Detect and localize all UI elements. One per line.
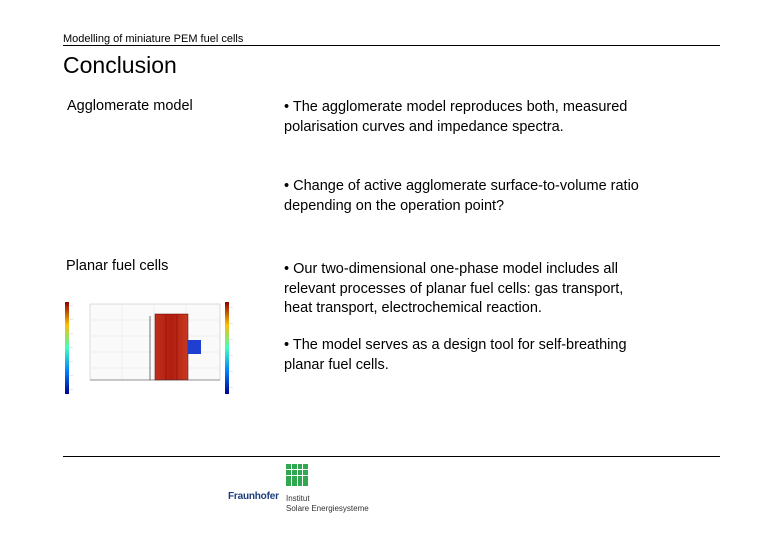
section-label-planar: Planar fuel cells: [66, 258, 169, 274]
svg-text:·: ·: [218, 393, 219, 397]
hot-region: [155, 314, 188, 380]
svg-text:—: —: [70, 359, 73, 363]
svg-text:—: —: [230, 337, 233, 341]
institute-line-2: Solare Energiesysteme: [286, 503, 369, 513]
svg-text:·: ·: [122, 393, 123, 397]
svg-text:—: —: [70, 317, 73, 321]
svg-text:—: —: [230, 369, 233, 373]
left-colorbar: [65, 302, 69, 394]
running-header: Modelling of miniature PEM fuel cells: [63, 33, 244, 45]
institute-line-1: Institut: [286, 494, 310, 503]
fraunhofer-ise-logo: [228, 464, 388, 520]
svg-text:—: —: [70, 373, 73, 377]
bullet-agglomerate-1: • The agglomerate model reproduces both, measured polarisation curves and impedance spectra.: [284, 99, 628, 135]
svg-text:—: —: [70, 303, 73, 307]
svg-text:·: ·: [106, 393, 107, 397]
svg-text:·: ·: [186, 393, 187, 397]
svg-text:—: —: [70, 387, 73, 391]
svg-text:—: —: [70, 345, 73, 349]
svg-text:·: ·: [202, 393, 203, 397]
fraunhofer-wordmark: Fraunhofer: [228, 491, 279, 502]
ise-mark-text: ISE: [348, 479, 357, 485]
svg-text:—: —: [230, 321, 233, 325]
slide-title: Conclusion: [63, 52, 177, 78]
header-divider: [63, 45, 720, 46]
svg-text:—: —: [70, 331, 73, 335]
svg-text:·: ·: [170, 393, 171, 397]
section-label-agglomerate: Agglomerate model: [67, 98, 193, 114]
cold-region: [188, 340, 201, 354]
svg-text:—: —: [230, 353, 233, 357]
bullet-planar-1: • Our two-dimensional one-phase model includes all relevant processes of planar fuel cells: gas transport, heat transport, electrochemical reaction.: [284, 261, 624, 316]
footer-divider: [63, 456, 720, 457]
svg-text:·: ·: [154, 393, 155, 397]
institute-name: [286, 494, 369, 513]
svg-text:—: —: [230, 305, 233, 309]
simulation-temperature-plot: [62, 298, 247, 400]
svg-text:·: ·: [138, 393, 139, 397]
right-colorbar: [225, 302, 229, 394]
ise-mark-icon: [286, 464, 357, 486]
svg-text:—: —: [230, 385, 233, 389]
bullet-planar-2: • The model serves as a design tool for self-breathing planar fuel cells.: [284, 337, 627, 373]
svg-text:·: ·: [90, 393, 91, 397]
bullet-agglomerate-2: • Change of active agglomerate surface-to-volume ratio depending on the operation point?: [284, 178, 639, 214]
